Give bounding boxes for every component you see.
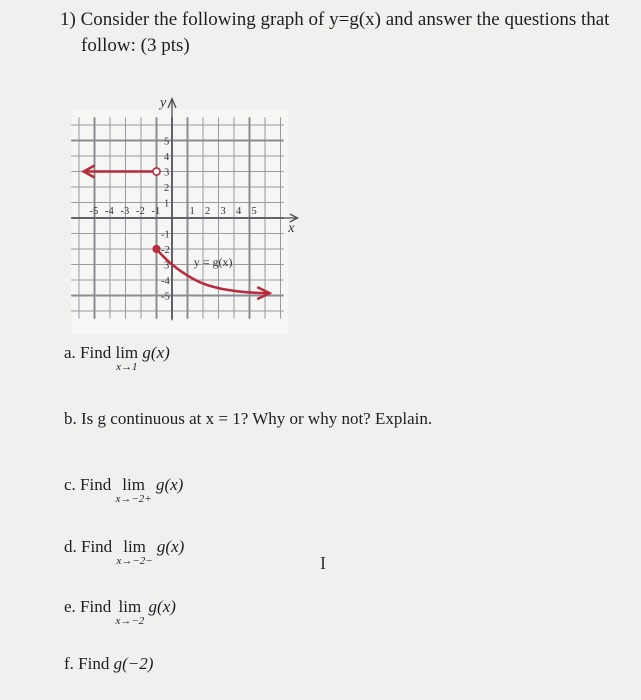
y-tick-label: -1 <box>161 229 170 241</box>
x-tick-label: 4 <box>236 206 242 217</box>
limit-subscript: x→1 <box>116 361 138 373</box>
y-tick-label: 5 <box>164 136 170 148</box>
question-b-text: Is g continuous at x = 1? Why or why not? Explain. <box>81 409 433 428</box>
limit-subscript: x→−2− <box>116 555 153 567</box>
x-tick-label: -3 <box>120 206 130 217</box>
question-e-letter: e. <box>64 597 76 616</box>
question-f <box>64 654 153 674</box>
question-c-expression: g(x) <box>155 475 184 494</box>
x-tick-label: 2 <box>205 206 211 217</box>
y-axis-label: y <box>160 95 167 111</box>
x-tick-label: -5 <box>89 206 99 217</box>
question-f-expression: g(−2) <box>113 654 154 673</box>
x-tick-label: -1 <box>151 206 161 217</box>
y-tick-label: -5 <box>161 291 170 303</box>
limit-operator: lim x→−2 <box>115 597 145 627</box>
problem-title <box>60 8 609 32</box>
y-tick-label: 1 <box>164 198 170 210</box>
x-tick-label: -2 <box>136 206 145 217</box>
limit-subscript: x→−2 <box>115 615 145 627</box>
question-b <box>64 409 432 429</box>
y-tick-label: 3 <box>164 260 170 272</box>
limit-subscript: x→−2+ <box>115 493 152 505</box>
problem-title-line1: Consider the following graph of y=g(x) and answer the questions that <box>80 9 610 30</box>
question-f-letter: f. <box>64 654 74 673</box>
x-tick-label: 5 <box>251 206 257 217</box>
text-cursor-icon: I <box>320 553 326 573</box>
graph-grid <box>71 110 288 335</box>
limit-operator: lim x→1 <box>115 343 139 373</box>
question-e-text: Find <box>80 597 112 616</box>
question-a-letter: a. <box>64 343 76 362</box>
y-tick-label: 2 <box>164 183 170 194</box>
x-tick-label: -4 <box>105 206 114 217</box>
x-tick-label: 3 <box>220 206 226 217</box>
question-e <box>64 597 176 627</box>
limit-operator: lim x→−2+ <box>115 475 152 505</box>
y-tick-label: 4 <box>164 152 170 163</box>
question-c-text: Find <box>80 475 112 494</box>
question-a-expression: g(x) <box>142 343 170 362</box>
function-graph <box>64 76 314 341</box>
y-tick-label: -2 <box>161 245 170 256</box>
question-f-text: Find <box>78 654 110 673</box>
question-a-text: Find <box>80 343 112 362</box>
x-axis-label: x <box>288 221 295 236</box>
curve-label: y = g(x) <box>193 255 233 270</box>
open-dot <box>153 168 160 175</box>
x-tick-label: 1 <box>189 206 195 217</box>
question-c-letter: c. <box>64 475 76 494</box>
question-a <box>64 343 170 373</box>
question-b-letter: b. <box>64 409 77 428</box>
y-tick-label: -4 <box>161 276 170 287</box>
question-e-expression: g(x) <box>148 597 176 616</box>
closed-dot <box>153 245 160 252</box>
limit-operator: lim x→−2− <box>116 537 153 567</box>
question-d-expression: g(x) <box>156 537 185 556</box>
y-tick-label: 3 <box>164 167 170 179</box>
problem-number: 1) <box>60 9 76 30</box>
question-d-letter: d. <box>64 537 77 556</box>
question-d-text: Find <box>81 537 113 556</box>
question-d <box>64 537 184 567</box>
question-c <box>64 475 183 505</box>
problem-title-line2: follow: (3 pts) <box>81 35 190 56</box>
